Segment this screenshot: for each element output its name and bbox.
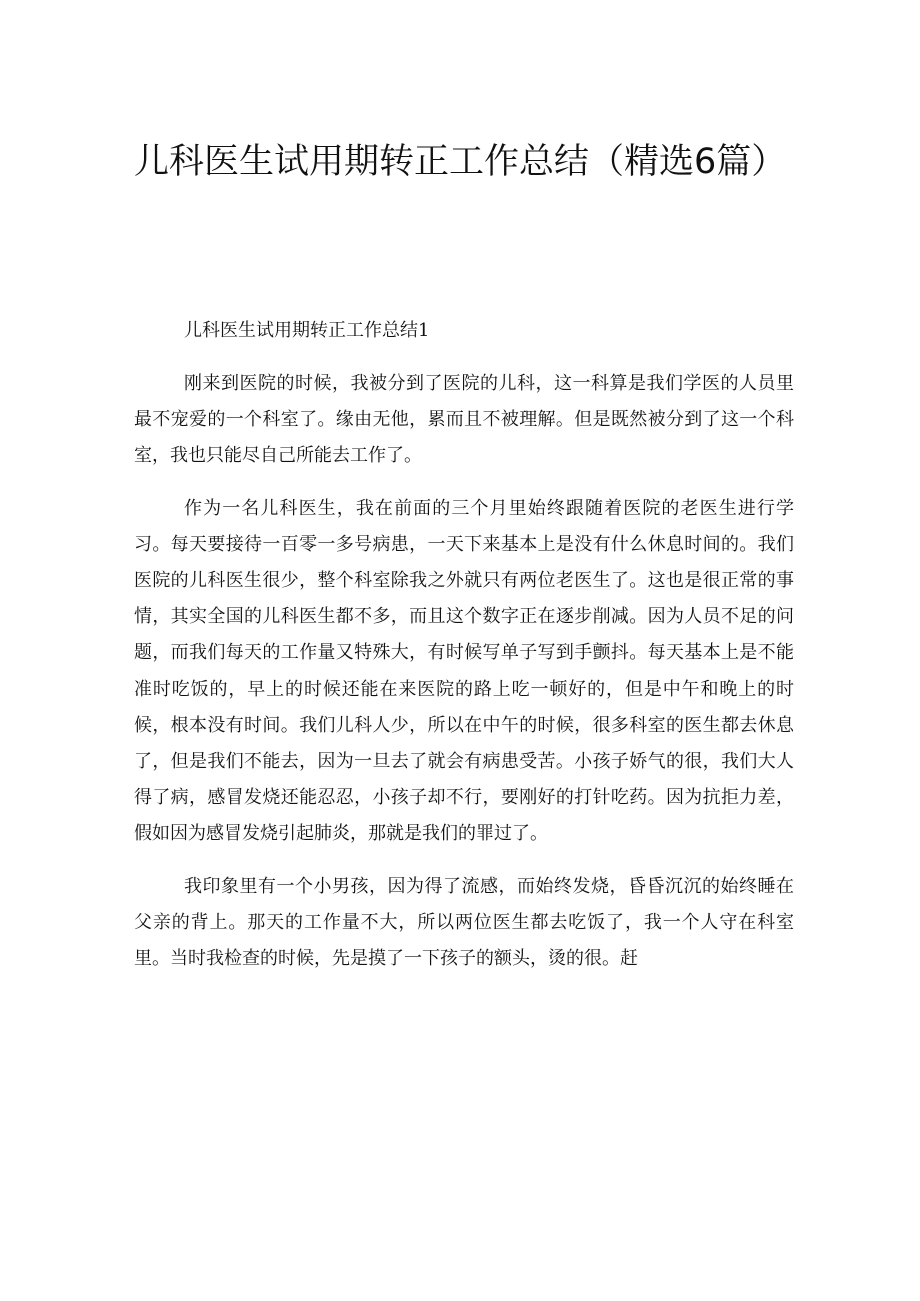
document-body [134, 313, 794, 993]
paragraph-3: 我印象里有一个小男孩，因为得了流感，而始终发烧，昏昏沉沉的始终睡在父亲的背上。那天的工作量不大，所以两位医生都去吃饭了，我一个人守在科室里。当时我检查的时候，先是摸了一下孩子的额头，烫的很。赶 [134, 875, 794, 970]
paragraph-1: 刚来到医院的时候，我被分到了医院的儿科，这一科算是我们学医的人员里最不宠爱的一个科室了。缘由无他，累而且不被理解。但是既然被分到了这一个科室，我也只能尽自己所能去工作了。 [134, 373, 794, 467]
paragraph-2: 作为一名儿科医生，我在前面的三个月里始终跟随着医院的老医生进行学习。每天要接待一百零一多号病患，一天下来基本上是没有什么休息时间的。我们医院的儿科医生很少，整个科室除我之外就只有两位老医生了。这也是很正常的事情，其实全国的儿科医生都不多，而且这个数字正在逐步削减。因为人员不足的问题，而我们每天的工作量又特殊大，有时候写单子写到手颤抖。每天基本上是不能准时吃饭的，早上的时候还能在来医院的路上吃一顿好的，但是中午和晚上的时候，根本没有时间。我们儿科人少，所以在中午的时候，很多科室的医生都去休息了，但是我们不能去，因为一旦去了就会有病患受苦。小孩子娇气的很，我们大人得了病，感冒发烧还能忍忍，小孩子却不行，要刚好的打针吃药。因为抗拒力差，假如因为感冒发烧引起肺炎，那就是我们的罪过了。 [134, 497, 794, 845]
section-heading: 儿科医生试用期转正工作总结1 [184, 320, 430, 341]
document-title: 儿科医生试用期转正工作总结（精选6篇） [134, 142, 787, 182]
